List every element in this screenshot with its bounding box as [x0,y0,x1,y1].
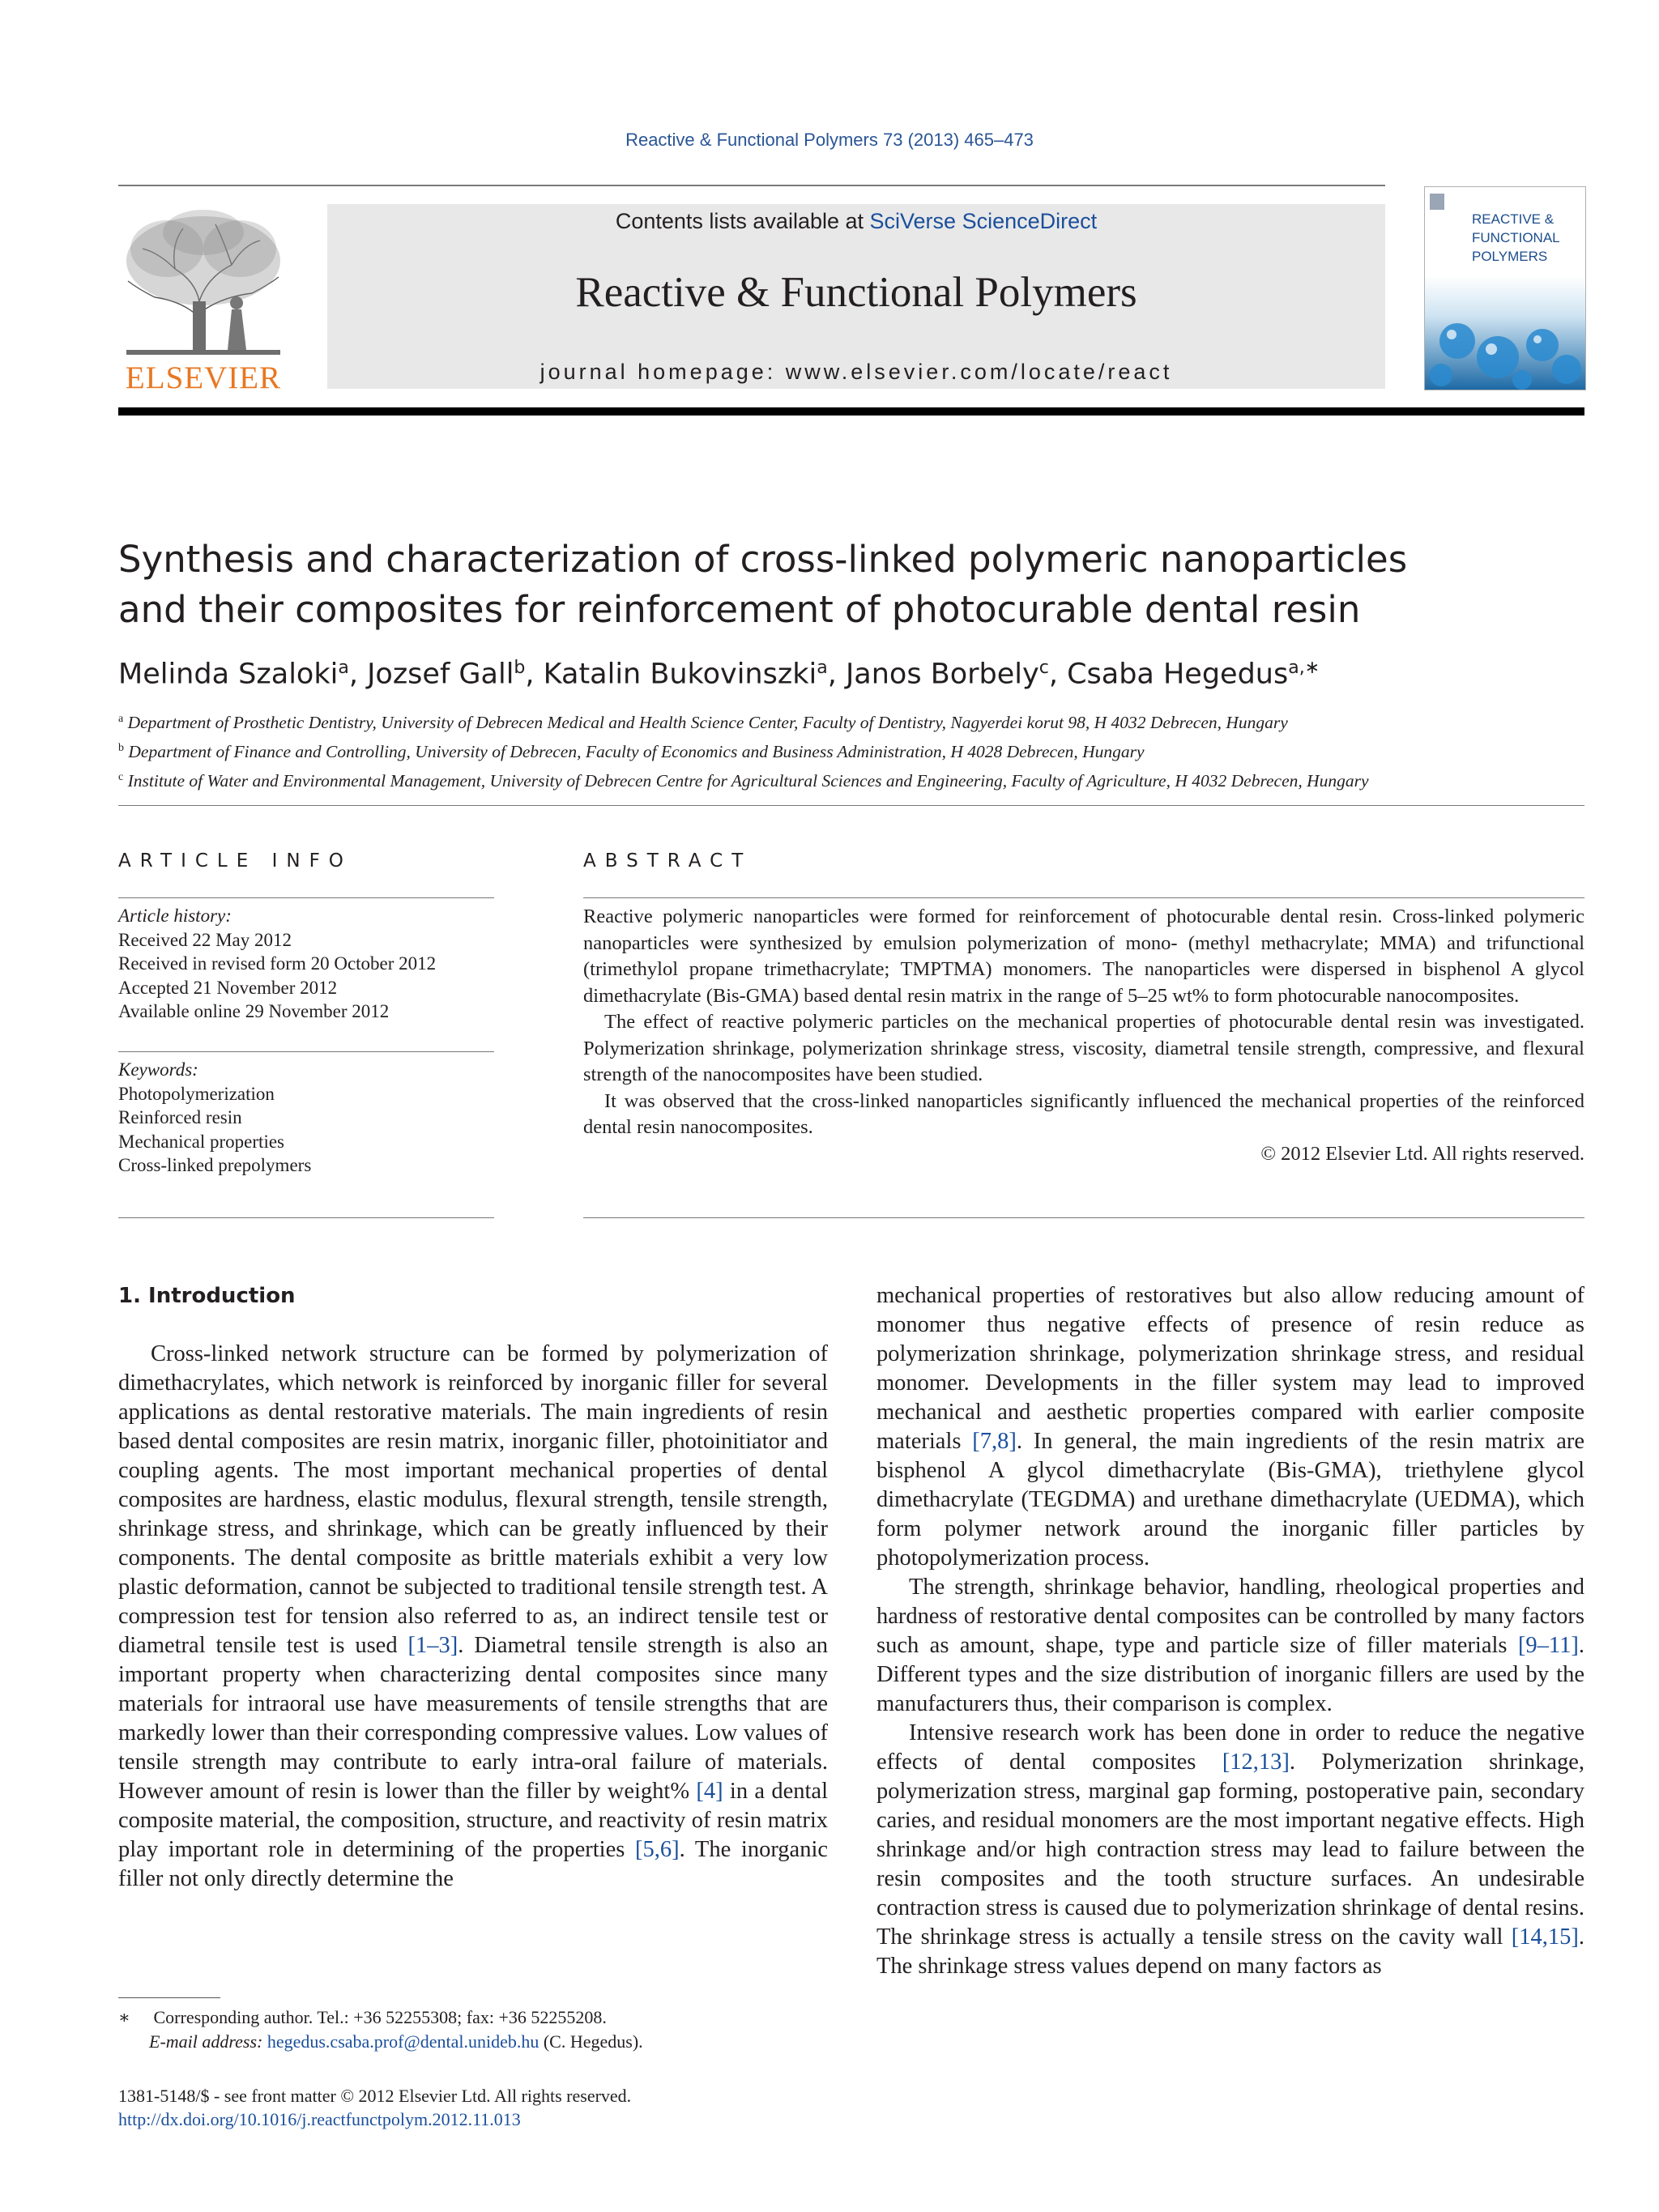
body-paragraph [876,1719,1584,1981]
author-name[interactable]: Katalin Bukovinszki [543,658,817,691]
body-text: . The shrinkage stress values depend on many factors as [876,1924,1584,1979]
author-name[interactable]: Janos Borbely [845,658,1039,691]
front-matter [118,2084,828,2131]
homepage-link[interactable]: www.elsevier.com/locate/react [785,360,1173,384]
citation-link[interactable]: [5,6] [635,1837,680,1862]
body-column-left [118,1281,828,1894]
affiliation-item [118,765,1584,794]
article-info-rule [118,1051,494,1052]
header-thick-rule [118,407,1584,416]
affiliation-item [118,735,1584,765]
history-item: Available online 29 November 2012 [118,1001,390,1021]
body-text: mechanical properties of restoratives but also allow reducing amount of monomer thus negative effects of presence of resin reduce as polymerization shrinkage, polymerization shrinkage stress, and residual monomer. Developments in the filler system may lead to improved mechanical and aesthetic properties compared with earlier composite materials [876,1283,1584,1454]
article-history [118,904,494,1024]
header-rule [118,185,1385,186]
affiliations [118,706,1584,794]
footnote-rule [118,1997,220,1998]
article-title-line: and their composites for reinforcement of photocurable dental resin [118,588,1361,631]
homepage-prefix: journal homepage: [539,360,786,384]
article-info-rule [118,897,494,898]
article-info-heading: ARTICLE INFO [118,850,352,872]
email-link[interactable]: hegedus.csaba.prof@dental.unideb.hu [267,2031,539,2052]
affiliation-mark: b [118,742,124,755]
keywords [118,1058,494,1178]
abstract-body [583,904,1584,1167]
citation-link[interactable]: [7,8] [972,1429,1017,1454]
history-item: Received 22 May 2012 [118,929,292,950]
issn-line: 1381-5148/$ - see front matter © 2012 Elsevier Ltd. All rights reserved. [118,2086,632,2106]
affiliation-rule [118,805,1584,806]
contents-availability [327,205,1385,237]
keyword-item: Photopolymerization [118,1083,275,1104]
publisher-logo-text: ELSEVIER [125,360,282,395]
abstract-paragraph: Reactive polymeric nanoparticles were formed for reinforcement of photocurable dental resin. Cross-linked polymeric nanoparticles were synthesized by emulsion polymerization of mono- (methyl methacrylate; MMA) and trifunctional (trimethylol propane trimethacrylate; TMPTMA) monomers. The nanoparticles were dispersed in bisphenol A glycol dimethacrylate (Bis-GMA) based dental resin matrix in the range of 5–25 wt% to form photocurable nanocomposites. [583,906,1584,1007]
author-name[interactable]: Jozsef Gall [367,658,514,691]
body-text: in a dental composite material, the composition, structure, and reactivity of resin matrix play important role in determining of the properties [118,1779,828,1862]
citation-link[interactable]: [12,13] [1222,1750,1290,1775]
citation-link[interactable]: [1–3] [407,1633,458,1658]
keyword-item: Mechanical properties [118,1131,284,1152]
abstract-rule [583,1217,1584,1218]
affiliation-mark: a [118,713,124,725]
affiliation-item [118,706,1584,735]
footnote-line [118,2005,828,2030]
cover-title-line: POLYMERS [1472,249,1548,264]
elsevier-logo[interactable] [118,204,288,395]
article-info-rule [118,1217,494,1218]
email-label: E-mail address: [149,2031,267,2052]
article-title-line: Synthesis and characterization of cross-linked polymeric nanoparticles [118,538,1408,581]
body-text: . Diametral tensile strength is also an important property when characterizing dental composites since many materials for intraoral use have measurements of tensile strengths that are markedly lower than their corresponding compressive values. Low values of tensile strength may contribute to early intra-oral failure of materials. However amount of resin is lower than the filler by weight% [118,1633,828,1804]
abstract-copyright: © 2012 Elsevier Ltd. All rights reserved. [1260,1142,1584,1165]
running-head[interactable]: Reactive & Functional Polymers 73 (2013) 465–473 [625,130,1034,150]
body-column-right [876,1281,1584,1981]
sciencedirect-link[interactable]: SciVerse ScienceDirect [869,209,1098,233]
corresponding-author-footnote [118,2005,828,2054]
footnote-marker: ∗ [118,2007,130,2027]
author-affil-mark[interactable]: a,∗ [1288,658,1320,678]
author-affil-mark[interactable]: b [514,658,526,678]
journal-name: Reactive & Functional Polymers [575,269,1137,316]
body-text: . Polymerization shrinkage, polymerization stress, marginal gap forming, postoperative pain, secondary caries, and residual monomers are the most important negative effects. High shrinkage and/or high contraction stress may lead to failure between the resin composites and the tooth structure surfaces. An undesirable contraction stress is caused due to polymerization shrinkage of dental resins. The shrinkage stress is actually a tensile stress on the cavity wall [876,1750,1584,1950]
cover-title-line: FUNCTIONAL [1472,230,1560,245]
affiliation-text: Institute of Water and Environmental Management, University of Debrecen Centre for Agricultural Sciences and Engineering, Faculty of Agriculture, H 4032 Debrecen, Hungary [127,771,1369,791]
cover-title [1472,210,1560,266]
author-affil-mark[interactable]: a [338,658,349,678]
abstract-paragraph: The effect of reactive polymeric particles on the mechanical properties of photocurable dental resin was investigated. Polymerization shrinkage, polymerization shrinkage stress, viscosity, diametral tensile strength, compressive, and flexural strength of the nanocomposites have been studied. [583,1011,1584,1085]
abstract-heading: ABSTRACT [583,850,753,872]
affiliation-text: Department of Finance and Controlling, University of Debrecen, Faculty of Economics and Business Administration, H 4028 Debrecen, Hungary [128,742,1145,762]
affiliation-mark: c [118,771,124,784]
body-text: . The inorganic filler not only directly determine the [118,1837,829,1891]
history-item: Accepted 21 November 2012 [118,977,338,998]
journal-banner [327,204,1385,389]
abstract-rule [583,897,1584,898]
keyword-item: Cross-linked prepolymers [118,1155,312,1175]
author-name[interactable]: Csaba Hegedus [1067,658,1289,691]
keyword-item: Reinforced resin [118,1107,242,1127]
section-heading: 1. Introduction [118,1284,296,1308]
body-paragraph [876,1281,1584,1573]
author-name[interactable]: Melinda Szaloki [118,658,339,691]
body-paragraph [876,1573,1584,1719]
keywords-label: Keywords: [118,1059,198,1080]
citation-link[interactable]: [4] [696,1779,723,1804]
affiliation-text: Department of Prosthetic Dentistry, University of Debrecen Medical and Health Science Center, Faculty of Dentistry, Nagyerdei korut 98, H 4032 Debrecen, Hungary [127,713,1288,733]
history-item: Received in revised form 20 October 2012 [118,953,437,974]
author-affil-mark[interactable]: a [817,658,828,678]
footnote-text: Corresponding author. Tel.: +36 52255308; fax: +36 52255208. [149,2007,607,2027]
contents-prefix: Contents lists available at [615,209,870,233]
author-list: Melinda Szaloki$^a$, Jozsef Gall$^b$, Katalin Bukovinszki$^a$, Janos Borbely$^c$, Csaba Hegedus$^{a,∗}$ [118,658,1320,691]
article-title [118,535,1584,635]
journal-cover-thumbnail[interactable] [1424,186,1586,390]
body-text: . In general, the main ingredients of the resin matrix are bisphenol A glycol dimethacrylate (Bis-GMA), triethylene glycol dimethacrylate (TEGDMA) and urethane dimethacrylate (UEDMA), which form polymer network around the inorganic filler particles by photopolymerization process. [876,1429,1584,1571]
journal-homepage [327,358,1385,386]
body-paragraph [118,1340,828,1894]
history-label: Article history: [118,906,232,926]
footnote-email-line [118,2030,828,2054]
body-text: Cross-linked network structure can be formed by polymerization of dimethacrylates, which network is reinforced by inorganic filler for several applications as dental restorative materials. The main ingredients of resin based dental composites are resin matrix, inorganic filler, photoinitiator and coupling agents. The most important mechanical properties of dental composites are hardness, elastic modulus, flexural strength, tensile strength, shrinkage stress, and shrinkage, which can be greatly influenced by their components. The dental composite as brittle materials exhibit a very low plastic deformation, cannot be subjected to traditional tensile strength test. A compression test for tension also referred to as, an indirect tensile test or diametral tensile test is used [118,1341,828,1658]
citation-link[interactable]: [9–11] [1517,1633,1579,1658]
email-suffix: (C. Hegedus). [539,2031,643,2052]
body-text: Intensive research work has been done in order to reduce the negative effects of dental composites [876,1720,1584,1775]
body-text: . Different types and the size distribution of inorganic fillers are used by the manufacturers thus, their comparison is complex. [876,1633,1584,1716]
body-text: The strength, shrinkage behavior, handling, rheological properties and hardness of restorative dental composites can be controlled by many factors such as amount, shape, type and particle size of filler materials [876,1575,1584,1658]
doi-link[interactable]: http://dx.doi.org/10.1016/j.reactfunctpolym.2012.11.013 [118,2109,521,2129]
cover-title-line: REACTIVE & [1472,211,1555,227]
citation-link[interactable]: [14,15] [1511,1924,1579,1950]
abstract-paragraph: It was observed that the cross-linked nanoparticles significantly influenced the mechanical properties of the reinforced dental resin nanocomposites. [583,1089,1584,1138]
author-affil-mark[interactable]: c [1038,658,1049,678]
